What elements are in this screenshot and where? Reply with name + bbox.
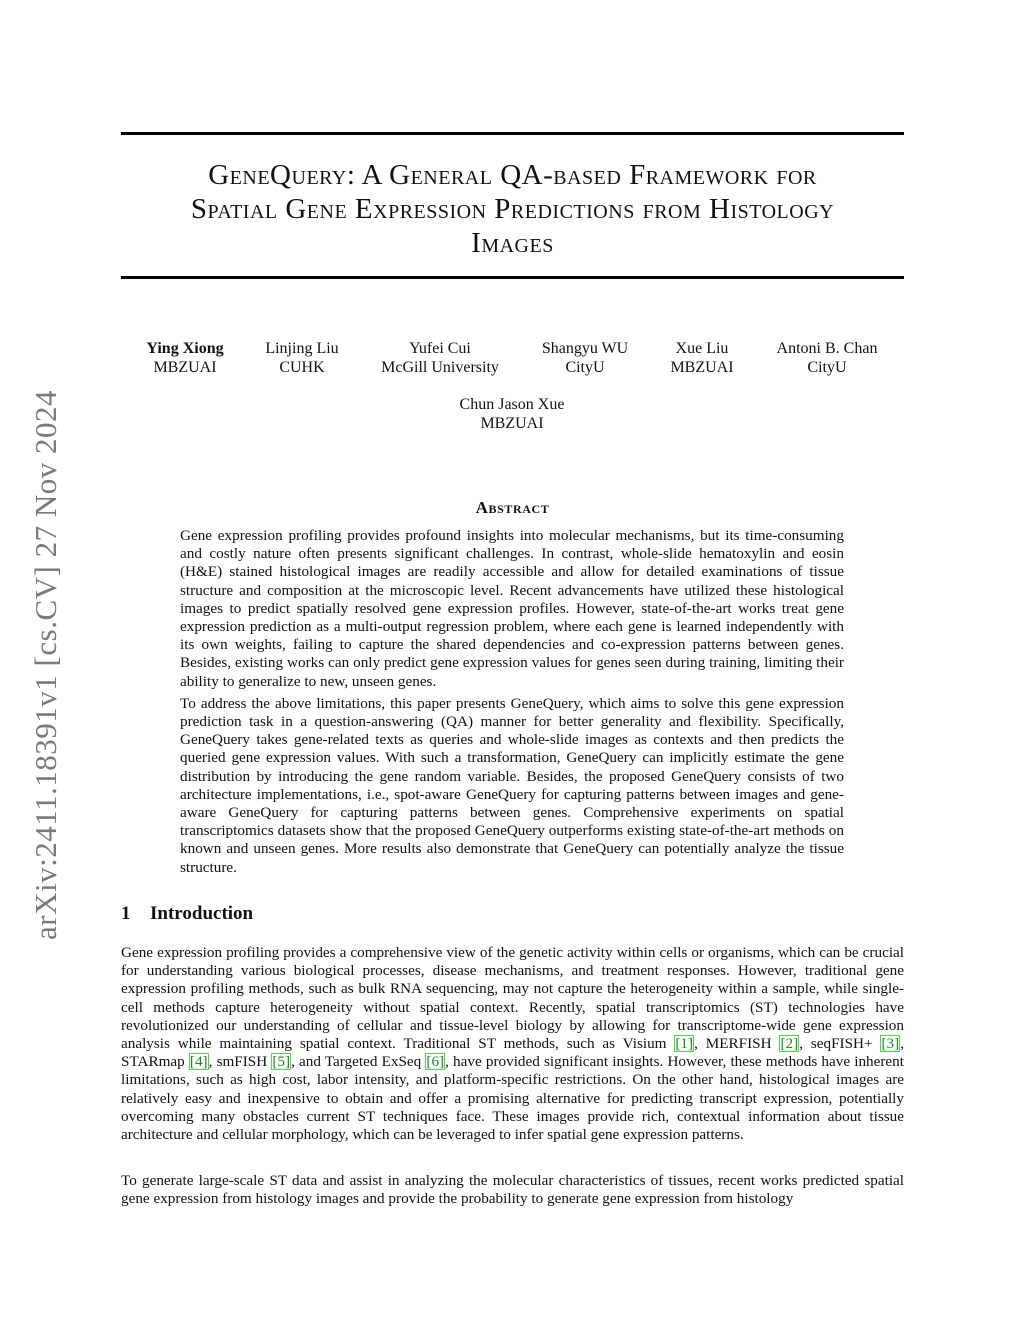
author-name: Ying Xiong: [146, 340, 224, 357]
author: [670, 339, 733, 377]
citation-link[interactable]: [6]: [426, 1053, 445, 1071]
arxiv-identifier: arXiv:2411.18391v1 [cs.CV] 27 Nov 2024: [28, 390, 63, 940]
citation-link[interactable]: [5]: [272, 1053, 291, 1071]
paragraph-text: , smFISH: [208, 1053, 272, 1071]
author: [542, 339, 628, 377]
citation-link[interactable]: [3]: [881, 1035, 900, 1053]
section-heading-introduction: [121, 903, 253, 925]
author-affiliation: MBZUAI: [153, 359, 217, 376]
citation-link[interactable]: [4]: [189, 1053, 208, 1071]
author: [777, 339, 878, 377]
paragraph-text: , seqFISH+: [799, 1035, 881, 1053]
paragraph-text: , have provided significant insights. However, these methods have inherent limitations, such as high cost, labor intensity, and platform-specific restrictions. On the other hand, histological images are relatively easy and inexpensive to obtain and offer a promising alternative for predicting transcript expression, potentially overcoming many obstacles current ST techniques face. These images provide rich, contextual information about tissue architecture and cellular morphology, which can be leveraged to infer spatial gene expression patterns.: [121, 1053, 904, 1144]
section-number: 1: [121, 903, 131, 924]
paper-title: [121, 158, 904, 260]
paragraph-text: , MERFISH: [694, 1035, 780, 1053]
author-affiliation: MBZUAI: [480, 415, 544, 432]
abstract-body: [180, 527, 844, 881]
author-affiliation: McGill University: [381, 359, 499, 376]
author-name: Yufei Cui: [409, 340, 471, 357]
introduction-body: [121, 944, 904, 1144]
author-name: Chun Jason Xue: [459, 396, 565, 413]
paragraph-text: , STARmap: [121, 1035, 904, 1071]
paragraph-text: Gene expression profiling provides a comprehensive view of the genetic activity within cells or organisms, which can be crucial for understanding various biological processes, disease mechanisms, and treatment responses. However, traditional gene expression profiling methods, such as bulk RNA sequencing, may not capture the heterogeneity within a sample, while single-cell methods capture heterogeneity without spatial context. Recently, spatial transcriptomics (ST) technologies have revolutionized our understanding of cellular and tissue-level biology by allowing for transcriptome-wide gene expression analysis while maintaining spatial context. Traditional ST methods, such as Visium: [121, 944, 904, 1053]
title-line-2: Spatial Gene Expression Predictions from Histology: [190, 193, 835, 225]
title-line-3: Images: [471, 227, 554, 259]
citation-link[interactable]: [2]: [780, 1035, 799, 1053]
author-affiliation: CityU: [565, 359, 605, 376]
abstract-paragraph-1: Gene expression profiling provides profound insights into molecular mechanisms, but its time-consuming and costly nature often presents significant challenges. In contrast, whole-slide hematoxylin and eosin (H&E) stained histological images are readily accessible and allow for detailed examinations of tissue structure and composition at the microscopic level. Recent advancements have utilized these histological images to predict spatially resolved gene expression profiles. However, state-of-the-art works treat gene expression prediction as a multi-output regression problem, where each gene is learned independently with its own weights, failing to capture the shared dependencies and co-expression patterns between genes. Besides, existing works can only predict gene expression values for genes seen during training, limiting their ability to generalize to new, unseen genes.: [180, 527, 844, 690]
author-name: Linjing Liu: [265, 340, 339, 357]
paragraph-text: , and Targeted ExSeq: [291, 1053, 426, 1071]
author: [460, 395, 565, 433]
title-line-1: GeneQuery: A General QA-based Framework for: [208, 159, 817, 191]
abstract-heading: Abstract: [475, 498, 550, 517]
author-name: Xue Liu: [675, 340, 729, 357]
author-affiliation: CUHK: [279, 359, 325, 376]
title-bottom-rule: [121, 276, 904, 279]
introduction-paragraph-2: To generate large-scale ST data and assist in analyzing the molecular characteristics of tissues, recent works predicted spatial gene expression from histology images and provide the probability to generate gene expression from histology: [121, 1172, 904, 1208]
title-top-rule: [121, 132, 904, 135]
author: [265, 339, 338, 377]
author-affiliation: CityU: [807, 359, 847, 376]
author-name: Shangyu WU: [541, 340, 629, 357]
citation-link[interactable]: [1]: [675, 1035, 694, 1053]
author: [381, 339, 499, 377]
author-name: Antoni B. Chan: [776, 340, 878, 357]
section-title: Introduction: [150, 903, 254, 924]
author-affiliation: MBZUAI: [670, 359, 734, 376]
abstract-paragraph-2: To address the above limitations, this paper presents GeneQuery, which aims to solve this gene expression prediction task in a question-answering (QA) manner for better generality and flexibility. Specifically, GeneQuery takes gene-related texts as queries and whole-slide images as contexts and then predicts the queried gene expression values. With such a transformation, GeneQuery can implicitly estimate the gene distribution by introducing the gene random variable. Besides, the proposed GeneQuery consists of two architecture implementations, i.e., spot-aware GeneQuery for capturing patterns between images and gene-aware GeneQuery for capturing patterns between genes. Comprehensive experiments on spatial transcriptomics datasets show that the proposed GeneQuery outperforms existing state-of-the-art methods on known and unseen genes. More results also demonstrate that GeneQuery can potentially analyze the tissue structure.: [180, 694, 844, 876]
introduction-paragraph-1: [121, 944, 904, 1144]
author: [146, 339, 223, 377]
introduction-body-2: [121, 1172, 904, 1208]
